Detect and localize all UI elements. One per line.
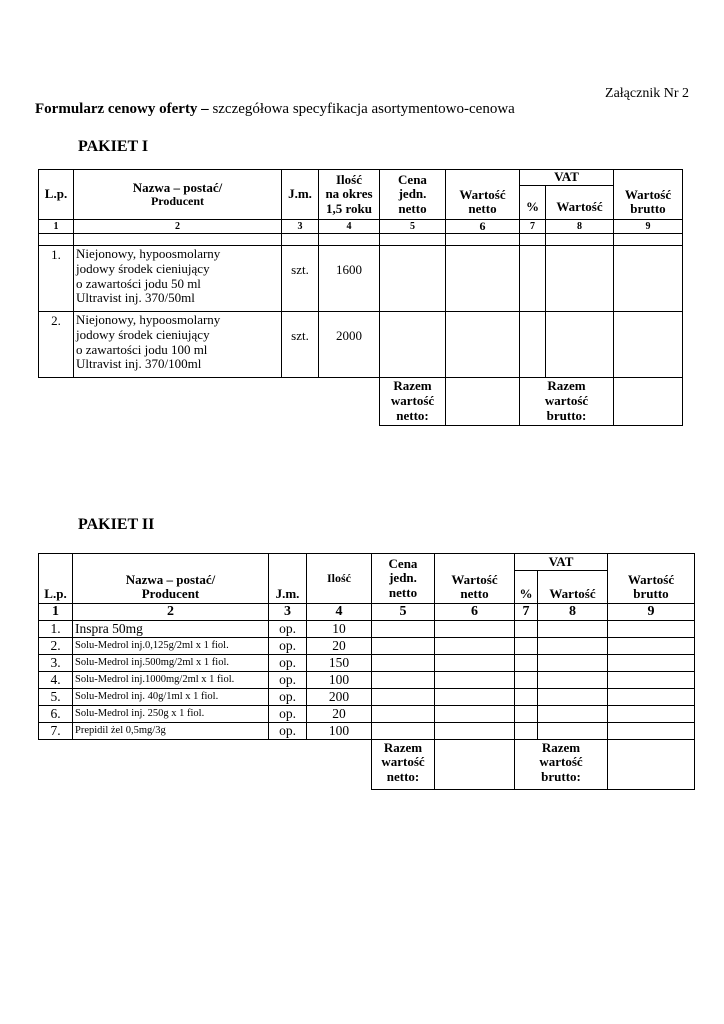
total-gross-label <box>520 378 614 426</box>
total-gross-line: Razem <box>547 378 586 394</box>
header-price <box>380 170 446 220</box>
header-lp: L.p. <box>39 554 73 604</box>
table-row <box>39 705 695 722</box>
total-net-line: netto: <box>386 768 420 784</box>
header-gross-1: Wartość <box>624 186 672 202</box>
col-number: 1 <box>39 220 74 234</box>
header-gross-1: Wartość <box>627 571 675 587</box>
col-number: 6 <box>446 220 520 234</box>
col-number: 4 <box>307 604 372 621</box>
total-net-line: wartość <box>381 754 425 770</box>
title-bold: Formularz cenowy oferty – <box>35 101 209 117</box>
row-lp: 7. <box>39 722 73 739</box>
row-name-line: jodowy środek cieniujący <box>76 326 210 342</box>
table-row <box>39 246 683 312</box>
table-row <box>39 722 695 739</box>
row-lp: 3. <box>39 654 73 671</box>
row-name: Solu-Medrol inj.0,125g/2ml x 1 fiol. <box>73 637 269 654</box>
header-jm: J.m. <box>282 170 319 220</box>
header-net-1: Wartość <box>459 186 506 202</box>
row-qty: 100 <box>307 722 372 739</box>
row-jm: op. <box>269 688 307 705</box>
header-vat-value: Wartość <box>546 186 614 220</box>
header-price-2: jedn. <box>389 570 417 586</box>
col-number: 3 <box>282 220 319 234</box>
row-qty: 20 <box>307 705 372 722</box>
row-qty: 200 <box>307 688 372 705</box>
total-gross-line: Razem <box>541 739 581 755</box>
total-net-value <box>446 378 520 426</box>
header-net-1: Wartość <box>451 571 498 587</box>
table-row <box>39 637 695 654</box>
col-number: 7 <box>520 220 546 234</box>
row-qty: 1600 <box>319 246 380 312</box>
header-qty-3: 1,5 roku <box>326 200 372 216</box>
row-qty: 100 <box>307 671 372 688</box>
total-net-line: Razem <box>393 378 432 394</box>
col-number: 1 <box>39 604 73 621</box>
col-number: 8 <box>546 220 614 234</box>
row-name <box>74 312 282 378</box>
total-net-line: netto: <box>396 407 429 423</box>
row-jm: op. <box>269 654 307 671</box>
header-name-line: Nazwa – postać/ <box>132 179 223 195</box>
header-producer: Producent <box>141 586 200 602</box>
col-number: 7 <box>515 604 538 621</box>
row-name: Solu-Medrol inj. 250g x 1 fiol. <box>73 705 269 722</box>
table-row <box>39 312 683 378</box>
package-1-table <box>38 169 683 426</box>
table-row <box>39 654 695 671</box>
header-vat-pct: % <box>515 571 538 604</box>
row-jm: op. <box>269 705 307 722</box>
row-jm: op. <box>269 722 307 739</box>
row-name-line: o zawartości jodu 100 ml <box>76 341 208 357</box>
header-vat: VAT <box>520 170 614 186</box>
package-2-label: PAKIET II <box>78 516 155 533</box>
row-name-line: Ultravist inj. 370/100ml <box>76 356 202 372</box>
header-gross <box>614 170 683 220</box>
header-qty: Ilość <box>307 554 372 604</box>
header-vat-pct: % <box>520 186 546 220</box>
col-number: 2 <box>73 604 269 621</box>
total-net-value <box>435 739 515 789</box>
package-2-table <box>38 553 695 790</box>
col-number: 5 <box>380 220 446 234</box>
header-price-3: netto <box>398 200 427 216</box>
header-jm: J.m. <box>269 554 307 604</box>
row-qty: 2000 <box>319 312 380 378</box>
annex-label: Załącznik Nr 2 <box>605 86 689 101</box>
row-jm: szt. <box>282 246 319 312</box>
row-name-line: Ultravist inj. 370/50ml <box>76 290 195 306</box>
row-name: Inspra 50mg <box>73 620 269 637</box>
row-qty: 150 <box>307 654 372 671</box>
row-lp: 1. <box>39 246 74 312</box>
package-1-label: PAKIET I <box>78 138 149 155</box>
col-number: 5 <box>372 604 435 621</box>
header-gross <box>608 554 695 604</box>
col-number: 6 <box>435 604 515 621</box>
total-net-label <box>372 739 435 789</box>
row-name-line: Niejonowy, hypoosmolarny <box>76 246 221 262</box>
total-gross-line: brutto: <box>546 407 587 423</box>
title-rest: szczegółowa specyfikacja asortymentowo-cenowa <box>208 101 515 117</box>
col-number: 9 <box>614 220 683 234</box>
row-name: Solu-Medrol inj. 40g/1ml x 1 fiol. <box>73 688 269 705</box>
header-producer: Producent <box>150 194 205 209</box>
table-row <box>39 671 695 688</box>
total-gross-line: wartość <box>539 754 583 770</box>
header-name <box>73 554 269 604</box>
col-number: 3 <box>269 604 307 621</box>
total-gross-line: wartość <box>544 392 589 408</box>
header-price-2: jedn. <box>398 186 427 202</box>
header-qty <box>319 170 380 220</box>
header-name <box>74 170 282 220</box>
total-gross-value <box>608 739 695 789</box>
row-jm: op. <box>269 620 307 637</box>
header-vat-value: Wartość <box>538 571 608 604</box>
row-name-line: jodowy środek cieniujący <box>76 260 210 276</box>
header-net <box>446 170 520 220</box>
header-net-2: netto <box>468 201 497 217</box>
row-lp: 6. <box>39 705 73 722</box>
row-name <box>74 246 282 312</box>
row-jm: op. <box>269 637 307 654</box>
table-row <box>39 620 695 637</box>
header-net-2: netto <box>460 586 489 602</box>
header-price-1: Cena <box>388 555 418 571</box>
row-lp: 2. <box>39 637 73 654</box>
row-jm: op. <box>269 671 307 688</box>
total-gross-line: brutto: <box>541 768 581 784</box>
row-jm: szt. <box>282 312 319 378</box>
col-number: 8 <box>538 604 608 621</box>
header-name-line: Nazwa – postać/ <box>125 571 216 587</box>
row-qty: 20 <box>307 637 372 654</box>
header-price <box>372 554 435 604</box>
row-name: Prepidil żel 0,5mg/3g <box>73 722 269 739</box>
total-gross-label <box>515 739 608 789</box>
row-name-line: Niejonowy, hypoosmolarny <box>76 312 221 328</box>
header-gross-2: brutto <box>633 586 669 602</box>
col-number: 9 <box>608 604 695 621</box>
header-qty-2: na okres <box>325 186 373 202</box>
row-lp: 1. <box>39 620 73 637</box>
header-lp: L.p. <box>39 170 74 220</box>
row-lp: 4. <box>39 671 73 688</box>
total-gross-value <box>614 378 683 426</box>
row-name: Solu-Medrol inj.1000mg/2ml x 1 fiol. <box>73 671 269 688</box>
row-qty: 10 <box>307 620 372 637</box>
header-gross-2: brutto <box>630 201 666 217</box>
total-net-label <box>380 378 446 426</box>
row-lp: 2. <box>39 312 74 378</box>
total-net-line: Razem <box>383 739 423 755</box>
header-qty-1: Ilość <box>336 171 362 187</box>
header-vat: VAT <box>515 554 608 571</box>
col-number: 2 <box>74 220 282 234</box>
row-lp: 5. <box>39 688 73 705</box>
row-name-line: o zawartości jodu 50 ml <box>76 275 201 291</box>
table-row <box>39 688 695 705</box>
document-title <box>35 101 515 118</box>
header-net <box>435 554 515 604</box>
col-number: 4 <box>319 220 380 234</box>
header-price-3: netto <box>388 584 418 600</box>
total-net-line: wartość <box>390 392 435 408</box>
row-name: Solu-Medrol inj.500mg/2ml x 1 fiol. <box>73 654 269 671</box>
header-price-1: Cena <box>398 171 427 187</box>
